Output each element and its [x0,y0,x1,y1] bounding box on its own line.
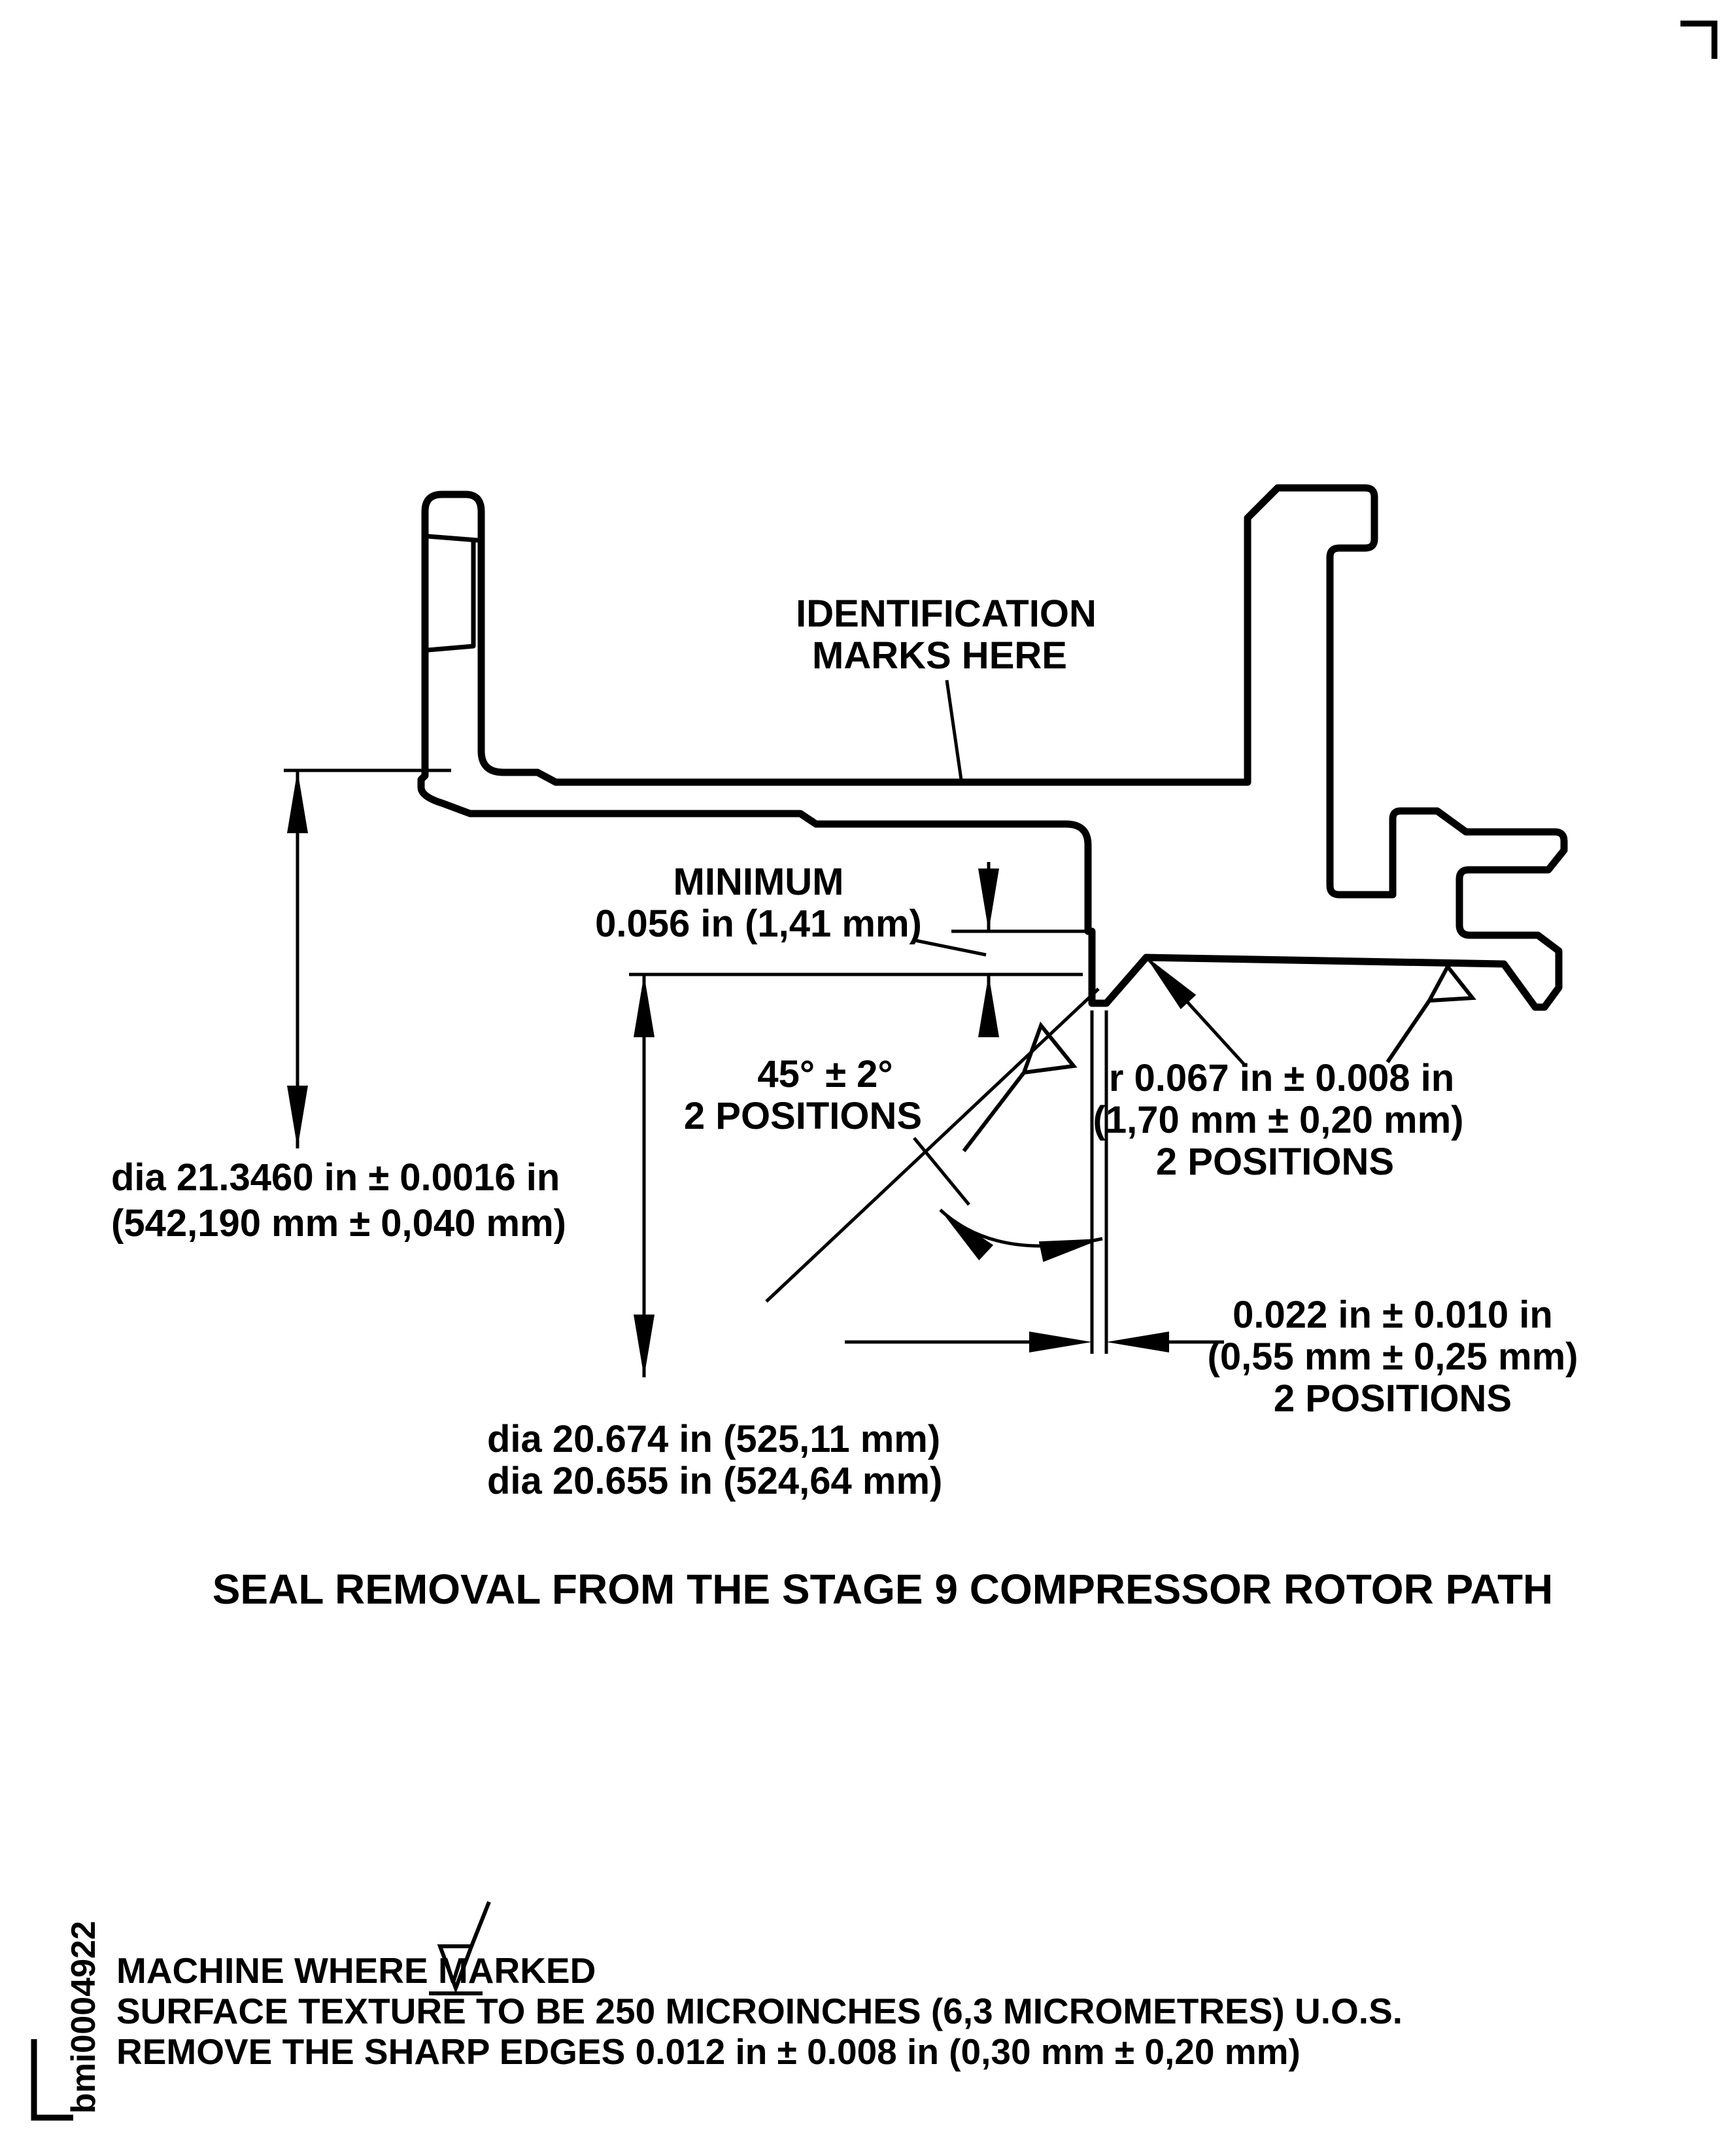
dimension-minimum-web [595,861,1091,1037]
arrowhead-right-icon [1029,1332,1092,1352]
chamfer-angle-label-line1: 45° ± 2° [757,1053,893,1095]
chamfer-angle-label-line2: 2 POSITIONS [683,1095,923,1137]
arrowhead-up-icon [287,770,308,833]
minimum-label-line2: 0.056 in (1,41 mm) [595,903,922,945]
arrowhead-down-icon [634,1315,655,1377]
dimension-chamfer-angle [684,989,1104,1301]
note-surface-texture: SURFACE TEXTURE TO BE 250 MICROINCHES (6,3 MICROMETRES) U.O.S. [116,1991,1403,2031]
corner-radius-label-line1: r 0.067 in ± 0.008 in [1108,1057,1455,1099]
arrowhead-up-icon [978,974,999,1037]
arrowhead-up-icon [634,974,655,1037]
arrowhead-down-icon [978,869,999,931]
outer-diameter-label-line2: (542,190 mm ± 0,040 mm) [111,1202,566,1245]
corner-mark-top-right-icon [1680,24,1714,59]
leader-line [914,1138,969,1205]
machined-diameter-label-line2: dia 20.655 in (524,64 mm) [487,1460,943,1502]
dimension-outer-diameter [111,770,566,1245]
arrowhead-left-icon [1106,1332,1169,1352]
arrowhead-arc-end-icon [1039,1228,1105,1262]
surface-finish-flag-icon [964,1025,1074,1151]
callout-identification [796,593,1097,780]
corner-radius-label-line3: 2 POSITIONS [1155,1141,1395,1183]
flange-detail-lines [428,536,477,650]
note-remove-sharp-edges: REMOVE THE SHARP EDGES 0.012 in ± 0.008 in (0,30 mm ± 0,20 mm) [116,2031,1301,2072]
surface-finish-flag-bottom-icon [1387,967,1472,1062]
machined-diameter-label-line1: dia 20.674 in (525,11 mm) [487,1418,941,1460]
part-outline [421,488,1564,1007]
lip-thickness-label-line3: 2 POSITIONS [1273,1377,1512,1420]
note-machine-where-marked: MACHINE WHERE MARKED [116,1950,596,1991]
arrowhead-down-icon [287,1086,308,1148]
notes-block [116,1902,1403,2072]
identification-leader-line [947,680,961,780]
figure-caption: SEAL REMOVAL FROM THE STAGE 9 COMPRESSOR ROTOR PATH [212,1566,1554,1613]
minimum-label-line1: MINIMUM [673,861,844,903]
rotor-cross-section [421,488,1564,1007]
lip-extension-lines [1092,1010,1106,1354]
corner-radius-label-line2: (1,70 mm ± 0,20 mm) [1093,1099,1464,1141]
lip-thickness-label-line2: (0,55 mm ± 0,25 mm) [1207,1335,1578,1378]
document-id: bmi0004922 [65,1921,103,2114]
lip-thickness-label-line1: 0.022 in ± 0.010 in [1233,1294,1553,1336]
callout-corner-radius [1093,949,1464,1183]
outer-diameter-label-line1: dia 21.3460 in ± 0.0016 in [111,1156,560,1199]
identification-label-line2: MARKS HERE [812,634,1067,677]
leader-line [915,940,986,955]
identification-label-line1: IDENTIFICATION [796,593,1097,635]
